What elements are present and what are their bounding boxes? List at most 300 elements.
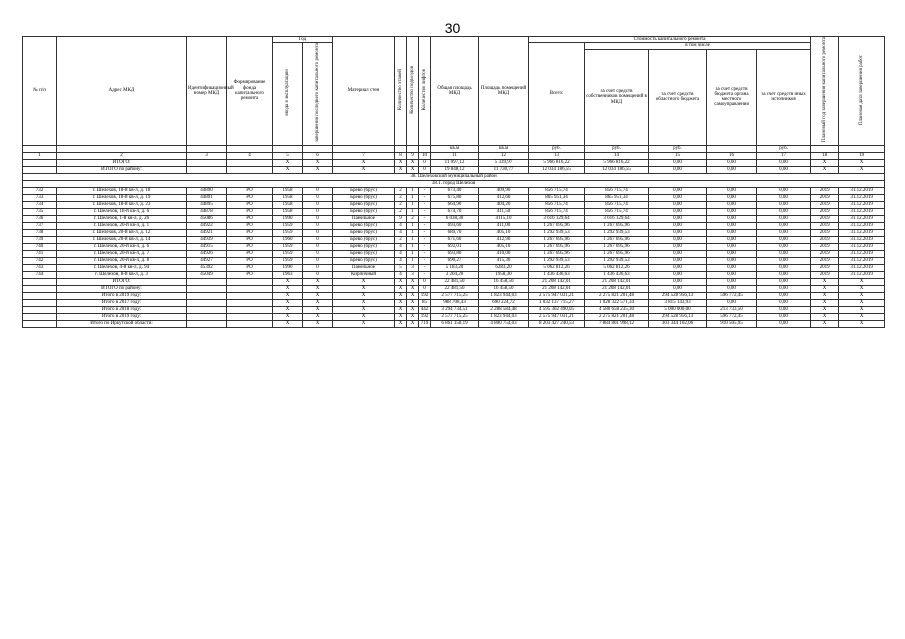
table-cell: 673,40 [431, 187, 479, 194]
district-heading-label: 38. Шелеховский муниципальный район [23, 173, 885, 180]
table-cell: 22 481,50 [431, 278, 479, 285]
table-cell [227, 292, 273, 299]
table-cell: 856 715,74 [529, 208, 585, 215]
table-cell: 1 032 137 715,27 [529, 299, 585, 306]
table-cell: 44895 [187, 201, 227, 208]
table-cell: X [395, 159, 407, 166]
table-cell: Итого в 2019 году: [57, 313, 187, 320]
table-cell: 5 183,20 [431, 264, 479, 271]
table-cell: 1 [407, 236, 419, 243]
table-cell: 31.12.2019 [839, 257, 885, 264]
table-cell: 7 [333, 152, 395, 159]
table-cell: 2019 [811, 208, 839, 215]
table-cell: X [273, 292, 303, 299]
header-total: Всего: [529, 43, 585, 145]
total-row [23, 159, 885, 166]
table-cell: Брево (брус) [333, 222, 395, 229]
table-cell: 2 [395, 208, 407, 215]
table-cell: X [333, 320, 395, 327]
header-num: № п/п [23, 37, 57, 146]
table-cell: 4 [395, 229, 407, 236]
table-cell: X [407, 320, 419, 327]
table-cell [23, 292, 57, 299]
table-cell: 0,00 [649, 278, 707, 285]
table-cell: X [407, 299, 419, 306]
table-cell: 0,00 [757, 264, 811, 271]
table-cell: X [811, 159, 839, 166]
capital-repair-table [22, 36, 885, 328]
table-cell: 856 715,74 [529, 187, 585, 194]
table-cell [227, 285, 273, 292]
table-cell: 0,00 [649, 271, 707, 278]
table-cell: 31.12.2019 [839, 208, 885, 215]
table-cell: 0,00 [757, 243, 811, 250]
table-cell: 3 [407, 271, 419, 278]
table-cell: 411,50 [479, 208, 529, 215]
table-cell: - [419, 208, 431, 215]
table-cell: 85 [419, 299, 431, 306]
table-cell: 294 528 956,13 [649, 292, 707, 299]
table-cell: 16 [707, 152, 757, 159]
table-cell: г. Шелехов, 20-й кв-л, д. 6 [57, 243, 187, 250]
table-cell: 21 208 142,01 [529, 278, 585, 285]
table-cell: 0 [303, 250, 333, 257]
table-cell: 10 [419, 152, 431, 159]
header-fund: Формирование фонда капитального ремонта [227, 37, 273, 146]
table-cell: г. Шелехов, 18-й кв-л, д. 6 [57, 208, 187, 215]
table-cell: 405,10 [479, 243, 529, 250]
table-cell [227, 159, 273, 166]
table-cell: г. Шелехов, 20-й кв-л, д. 12 [57, 229, 187, 236]
table-cell: 0,00 [707, 194, 757, 201]
table-cell: 0,00 [707, 236, 757, 243]
table-cell: 0,00 [707, 229, 757, 236]
table-cell: X [839, 159, 885, 166]
table-cell: 0,00 [707, 285, 757, 292]
table-cell: 0,00 [649, 194, 707, 201]
table-cell: 0 [303, 257, 333, 264]
table-cell: 4 800 754,03 [479, 320, 529, 327]
table-cell: 0 [303, 201, 333, 208]
table-cell: Панельное [333, 264, 395, 271]
table-cell: 9 [395, 215, 407, 222]
table-cell: - [419, 222, 431, 229]
table-cell: 735 [23, 208, 57, 215]
table-cell: 910 505,95 [707, 320, 757, 327]
table-cell: 2 575 947 031,21 [529, 292, 585, 299]
table-cell: 415,30 [479, 257, 529, 264]
total-row [23, 278, 885, 285]
table-cell: 1990 [273, 264, 303, 271]
table-row [23, 208, 885, 215]
table-cell: 0,00 [757, 201, 811, 208]
table-cell: X [811, 292, 839, 299]
table-cell: 1 028 322 571,34 [585, 299, 649, 306]
unit-cell: кв.м [479, 145, 529, 152]
table-cell: 1 823 944,03 [479, 292, 529, 299]
header-planned-date: Плановая дата завершения работ [839, 37, 885, 146]
table-cell: - [419, 243, 431, 250]
table-cell: 1960 [273, 236, 303, 243]
table-cell: 0,00 [707, 222, 757, 229]
table-cell: 3 [407, 264, 419, 271]
table-cell: 44939 [187, 236, 227, 243]
table-cell: X [333, 285, 395, 292]
header-floors: Количество этажей [395, 37, 407, 146]
table-cell: X [811, 313, 839, 320]
table-cell: 31.12.2019 [839, 236, 885, 243]
table-cell: 0,00 [757, 236, 811, 243]
table-cell: 2019 [811, 264, 839, 271]
table-cell: 1990 [273, 215, 303, 222]
table-cell: 0,00 [757, 187, 811, 194]
table-cell: Брево (брус) [333, 229, 395, 236]
table-cell: X [303, 320, 333, 327]
table-cell: 16 458,50 [479, 285, 529, 292]
table-cell: 0,00 [757, 166, 811, 173]
table-cell: X [333, 306, 395, 313]
table-cell [187, 306, 227, 313]
table-cell: 5 966 816,22 [585, 159, 649, 166]
table-cell: 2019 [811, 257, 839, 264]
table-cell: 4 [395, 271, 407, 278]
table-cell: 0,00 [757, 159, 811, 166]
table-cell: X [407, 313, 419, 320]
table-cell: РО [227, 271, 273, 278]
table-cell: 4 [395, 250, 407, 257]
table-cell [23, 306, 57, 313]
table-cell: 44921 [187, 229, 227, 236]
table-cell: X [407, 292, 419, 299]
table-row [23, 187, 885, 194]
table-cell: 0,00 [649, 264, 707, 271]
table-cell: X [811, 278, 839, 285]
table-cell [23, 166, 57, 173]
table-cell: 4 580 658 235,30 [585, 306, 649, 313]
table-cell: 0,00 [649, 159, 707, 166]
unit-cell [333, 145, 395, 152]
table-cell: Итого в 2017 году: [57, 299, 187, 306]
table-cell: 19 [839, 152, 885, 159]
table-cell: г. Шелехов, 20-й кв-л, д. 1 [57, 222, 187, 229]
table-cell [23, 299, 57, 306]
table-cell [23, 313, 57, 320]
table-cell: 719 [419, 320, 431, 327]
table-cell: 0 [419, 166, 431, 173]
table-cell: 1 267 695,96 [529, 236, 585, 243]
table-cell [227, 278, 273, 285]
table-cell: 2 577 715,25 [431, 292, 479, 299]
table-cell: 2019 [811, 243, 839, 250]
table-cell: 0,00 [757, 215, 811, 222]
table-cell: 4 595 362 490,05 [529, 306, 585, 313]
table-cell: 865 951,34 [585, 194, 649, 201]
table-cell: 3 204,20 [431, 271, 479, 278]
table-cell: 45049 [187, 271, 227, 278]
table-cell: 12 034 186,55 [529, 166, 585, 173]
header-address: Адрес МКД [57, 37, 187, 146]
header-total-area: Общая площадь МКД [431, 37, 479, 146]
table-cell: 8 203 427 240,53 [529, 320, 585, 327]
table-cell: 671,60 [431, 236, 479, 243]
unit-cell: руб. [649, 145, 707, 152]
table-cell: 294 528 956,13 [649, 313, 707, 320]
table-cell: X [839, 292, 885, 299]
table-cell: 743 [23, 264, 57, 271]
table-cell: 0,00 [707, 264, 757, 271]
table-cell: 2 575 947 031,21 [529, 313, 585, 320]
table-cell: X [407, 278, 419, 285]
table-cell: X [303, 278, 333, 285]
table-cell [187, 285, 227, 292]
table-cell: РО [227, 194, 273, 201]
header-planned-year: Плановый год завершения капитального ремонта [811, 37, 839, 146]
table-cell: 2019 [811, 229, 839, 236]
table-cell: 2 288 584,48 [479, 306, 529, 313]
table-cell: 1 [407, 257, 419, 264]
table-cell: 690,27 [431, 257, 479, 264]
table-cell: X [333, 278, 395, 285]
table-cell: X [811, 299, 839, 306]
table-cell: 0,00 [757, 278, 811, 285]
table-cell: 0,00 [757, 257, 811, 264]
table-cell: 856 715,74 [585, 201, 649, 208]
table-cell: 0 [303, 194, 333, 201]
table-cell: X [395, 278, 407, 285]
table-cell [227, 320, 273, 327]
table-cell: 2 275 821 201,48 [585, 313, 649, 320]
table-cell: 690 224,72 [479, 299, 529, 306]
table-cell: 5 [395, 264, 407, 271]
table-cell: 734 [23, 201, 57, 208]
table-cell: 15 [649, 152, 707, 159]
header-local: за счет средств бюджета органа местного самоуправления [707, 49, 757, 145]
table-cell: 0,00 [757, 292, 811, 299]
table-cell: 31.12.2019 [839, 264, 885, 271]
table-cell [23, 159, 57, 166]
table-cell: 44915 [187, 243, 227, 250]
column-number-row [23, 152, 885, 159]
table-cell: 410,00 [479, 250, 529, 257]
table-cell: 5 000 000,00 [649, 306, 707, 313]
table-cell: 22 481,50 [431, 285, 479, 292]
table-cell: 1959 [273, 250, 303, 257]
table-cell: 1963 [273, 271, 303, 278]
table-cell: X [407, 166, 419, 173]
table-cell: X [407, 285, 419, 292]
table-cell: 0,00 [757, 222, 811, 229]
table-cell: РО [227, 250, 273, 257]
table-cell: X [407, 159, 419, 166]
unit-cell: руб. [529, 145, 585, 152]
table-row [23, 194, 885, 201]
table-cell: ИТОГО: [57, 278, 187, 285]
table-cell: 3 815 143,93 [649, 299, 707, 306]
table-cell: 9 [407, 152, 419, 159]
table-cell: 409,90 [479, 187, 529, 194]
table-cell: 2 [407, 215, 419, 222]
unit-cell [273, 145, 303, 152]
table-cell: 31.12.2019 [839, 215, 885, 222]
total-row [23, 285, 885, 292]
table-cell: 44891 [187, 194, 227, 201]
total-row [23, 306, 885, 313]
table-cell: X [333, 292, 395, 299]
table-cell: ИТОГО: [57, 159, 187, 166]
table-cell: 1 [407, 250, 419, 257]
table-cell: 0,00 [707, 166, 757, 173]
city-heading [23, 180, 885, 187]
table-cell: X [839, 306, 885, 313]
table-cell [187, 320, 227, 327]
table-cell: X [273, 299, 303, 306]
table-cell: 2019 [811, 271, 839, 278]
table-row [23, 215, 885, 222]
table-cell: 5 062 812,26 [529, 264, 585, 271]
table-cell: - [419, 271, 431, 278]
table-cell: 0,00 [707, 187, 757, 194]
table-cell [23, 278, 57, 285]
table-cell: 5 966 816,22 [529, 159, 585, 166]
table-cell: 0,00 [649, 236, 707, 243]
district-heading [23, 173, 885, 180]
table-cell: 1958 [273, 208, 303, 215]
table-cell: 1 [407, 201, 419, 208]
table-cell: X [395, 313, 407, 320]
table-cell: 1 267 695,96 [529, 250, 585, 257]
table-cell: - [419, 187, 431, 194]
table-cell: 740 [23, 243, 57, 250]
table-cell: 988 708,43 [431, 299, 479, 306]
table-cell: X [839, 299, 885, 306]
table-cell [23, 285, 57, 292]
header-cost: Стоимость капитального ремонта [529, 37, 811, 43]
table-cell: 2 [395, 187, 407, 194]
table-cell: 1958,30 [479, 271, 529, 278]
header-year-last-repair: завершения последнего капитального ремонта [303, 43, 333, 145]
table-cell: X [395, 292, 407, 299]
table-cell: 303 344 102,06 [649, 320, 707, 327]
table-cell: 0,00 [649, 257, 707, 264]
table-cell: РО [227, 236, 273, 243]
page-number: 30 [444, 20, 461, 36]
table-cell: 732 [23, 187, 57, 194]
table-cell: X [273, 278, 303, 285]
table-cell: 18 [811, 152, 839, 159]
table-cell: 1959 [273, 229, 303, 236]
table-cell: 0,00 [649, 208, 707, 215]
table-cell: X [303, 285, 333, 292]
table-cell: 596 772,45 [707, 313, 757, 320]
table-cell: 0,00 [707, 201, 757, 208]
table-cell: 674,70 [431, 208, 479, 215]
table-cell: ИТОГО по району: [57, 166, 187, 173]
table-cell: X [303, 159, 333, 166]
table-cell: X [273, 320, 303, 327]
header-premises-area: Площадь помещений МКД [479, 37, 529, 146]
table-cell: 213 733,50 [707, 306, 757, 313]
table-cell: X [839, 278, 885, 285]
table-cell: - [419, 229, 431, 236]
table-cell: 865 951,34 [529, 194, 585, 201]
header-other: за счет средств иных источников [757, 49, 811, 145]
header-incl: в том числе [585, 43, 811, 49]
table-cell: 1 436 436,63 [529, 271, 585, 278]
table-cell: X [395, 299, 407, 306]
table-cell: 3 616 129,64 [529, 215, 585, 222]
table-cell: 1 267 695,96 [585, 250, 649, 257]
table-cell: X [839, 285, 885, 292]
table-cell: X [811, 166, 839, 173]
table-cell: Брево (брус) [333, 250, 395, 257]
table-cell: 19 848,12 [431, 166, 479, 173]
table-cell: 192 [419, 313, 431, 320]
table-cell: Брево (брус) [333, 194, 395, 201]
table-cell: 31.12.2019 [839, 187, 885, 194]
table-row [23, 236, 885, 243]
table-cell: 1 292 939,53 [529, 229, 585, 236]
table-cell: 12 034 186,55 [585, 166, 649, 173]
table-cell: г. Шелехов, 18-й кв-л, д. 18 [57, 187, 187, 194]
table-cell: РО [227, 264, 273, 271]
table-cell: 0 [303, 271, 333, 278]
table-cell: X [303, 306, 333, 313]
table-cell: 0 [303, 222, 333, 229]
table-cell: 1958 [273, 194, 303, 201]
table-cell: г. Шелехов, 4-й кв-л, д. 94 [57, 264, 187, 271]
table-cell: 1 267 695,96 [585, 243, 649, 250]
table-cell: X [273, 166, 303, 173]
table-cell: 0 [303, 264, 333, 271]
total-row [23, 299, 885, 306]
table-row [23, 201, 885, 208]
table-cell: 0,00 [649, 166, 707, 173]
table-cell: 44927 [187, 257, 227, 264]
table-cell: 31.12.2019 [839, 194, 885, 201]
table-cell: 0,00 [757, 306, 811, 313]
table-cell: 7 884 801 998,12 [585, 320, 649, 327]
table-cell [227, 306, 273, 313]
table-cell: 2019 [811, 215, 839, 222]
table-cell [227, 166, 273, 173]
unit-cell [187, 145, 227, 152]
table-cell: 442 [419, 306, 431, 313]
table-cell: 0,00 [649, 229, 707, 236]
table-cell: 0 [303, 215, 333, 222]
table-cell: 856 715,74 [585, 208, 649, 215]
table-cell: 0,00 [707, 159, 757, 166]
table-cell: 3 [187, 152, 227, 159]
table-cell: 31.12.2019 [839, 243, 885, 250]
table-cell: 8 [395, 152, 407, 159]
table-cell: 0 [303, 236, 333, 243]
table-cell [23, 320, 57, 327]
table-cell: Итого в 2019 году: [57, 292, 187, 299]
table-cell: 2 [395, 194, 407, 201]
total-row [23, 292, 885, 299]
table-cell: 0,00 [707, 215, 757, 222]
units-row [23, 145, 885, 152]
unit-cell [227, 145, 273, 152]
table-cell: Брево (брус) [333, 187, 395, 194]
city-heading-label: 38.1. город Шелехов [23, 180, 885, 187]
unit-cell [707, 145, 757, 152]
table-row [23, 264, 885, 271]
table-cell: РО [227, 257, 273, 264]
table-cell: г. Шелехов, 18-й кв-л, д. 23 [57, 201, 187, 208]
table-cell: X [839, 320, 885, 327]
table-cell: 1958 [273, 201, 303, 208]
